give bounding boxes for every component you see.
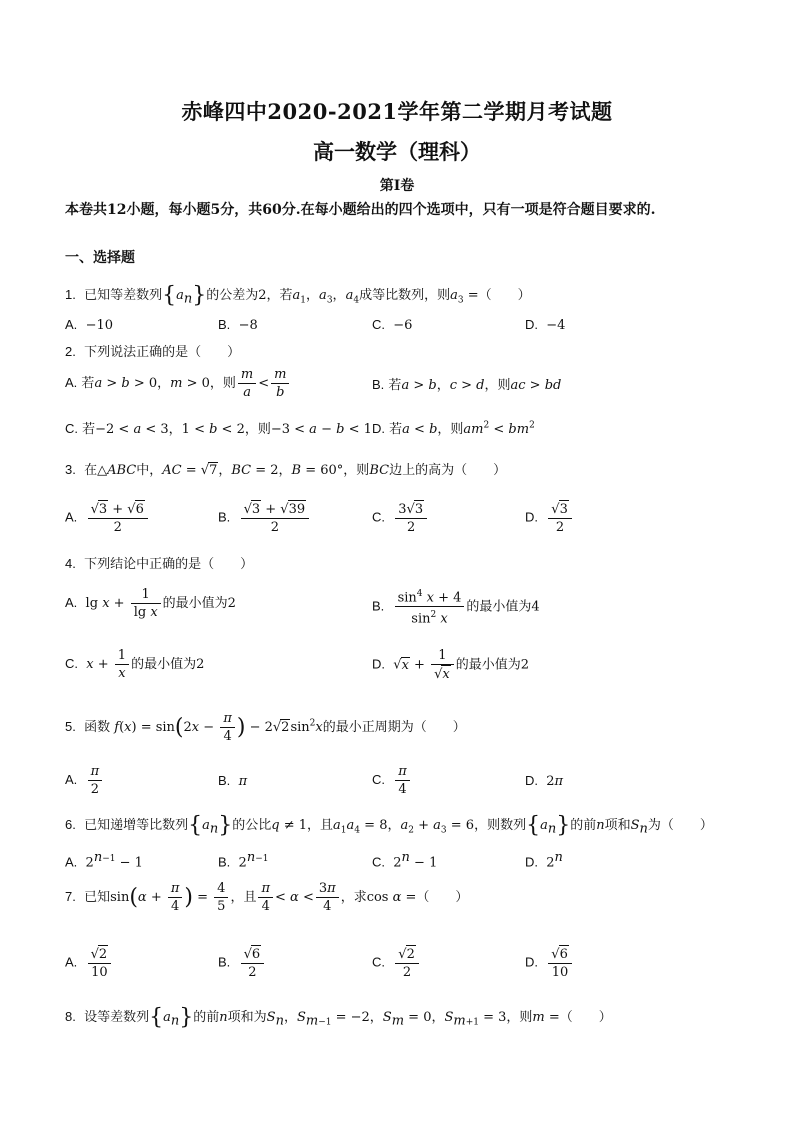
question-2: 2. 下列说法正确的是（ ） bbox=[65, 344, 241, 360]
q7-option-b[interactable]: B. $\frac{√6}{2}$ bbox=[218, 945, 266, 981]
q7-option-d[interactable]: D. $\frac{√6}{10}$ bbox=[525, 945, 574, 981]
question-5: 5. 函数 f(x) = sin(2x − $\frac{\pi}{4}$ ) − $2√2\sin^2x$的最小正周期为（ ） bbox=[65, 711, 466, 744]
q1-option-d[interactable]: D. −4 bbox=[525, 317, 566, 333]
q2-option-b[interactable]: B. 若a > b，c > d，则ac > bd bbox=[372, 377, 562, 393]
part-label: 第Ⅰ卷 bbox=[379, 178, 415, 194]
q6-option-d[interactable]: D. 2$^n$ bbox=[525, 850, 563, 871]
q6-option-c[interactable]: C. $2^n - 1$ bbox=[372, 850, 438, 871]
q4-option-c[interactable]: C. x + $\frac{1}{x}$ 的最小值为2 bbox=[65, 648, 205, 681]
q3-option-a[interactable]: A. $\frac{√3 + √6}{2}$ bbox=[65, 500, 150, 536]
q3-option-c[interactable]: C. $\frac{3√3}{2}$ bbox=[372, 500, 429, 536]
exam-title: 赤峰四中2020-2021学年第二学期月考试题 bbox=[181, 99, 613, 124]
q3-option-b[interactable]: B. $\frac{√3 + √39}{2}$ bbox=[218, 500, 311, 536]
instructions: 本卷共12小题，每小题5分，共60分.在每小题给出的四个选项中，只有一项是符合题目要求的. bbox=[65, 202, 656, 218]
q4-option-d[interactable]: D. √x + $\frac{1}{√x}$ 的最小值为2 bbox=[372, 648, 529, 682]
q3-option-d[interactable]: D. $\frac{√3}{2}$ bbox=[525, 500, 574, 536]
q5-option-a[interactable]: A. $\frac{\pi}{2}$ bbox=[65, 763, 104, 798]
q1-option-b[interactable]: B. −8 bbox=[218, 317, 258, 333]
q7-option-a[interactable]: A. $\frac{√2}{10}$ bbox=[65, 945, 113, 981]
q4-option-a[interactable]: A. lg x + $\frac{1}{\text{lg x}}$ 的最小值为2 bbox=[65, 587, 236, 620]
q5-option-d[interactable]: D. 2π bbox=[525, 773, 564, 789]
q2-option-c[interactable]: C. 若−2 < a < 3，1 < b < 2，则−3 < a − b < 1 bbox=[65, 421, 372, 437]
q1-option-c[interactable]: C. −6 bbox=[372, 317, 413, 333]
question-6: 6. 已知递增等比数列$\{a_n\}$的公比q ≠ 1，且$a_1a_4 = 8$，$a_2 + a_3 = 6$，则数列$\{a_n\}$的前n项和$S_n$为（ ） bbox=[65, 813, 713, 838]
question-3: 3. 在△ABC中，AC = √7，BC = 2，B = 60°，则BC边上的高为（ ） bbox=[65, 462, 507, 478]
q5-option-b[interactable]: B. π bbox=[218, 773, 248, 789]
q2-option-a[interactable]: A. 若a > b > 0，m > 0，则 $\frac{m}{a}$ < $\frac{m}{b}$ bbox=[65, 366, 291, 401]
question-8: 8. 设等差数列$\{a_n\}$的前n项和为$S_n$，$S_{m-1} = -2$，$S_m = 0$，$S_{m+1} = 3$，则m =（ ） bbox=[65, 1005, 612, 1030]
q5-option-c[interactable]: C. $\frac{\pi}{4}$ bbox=[372, 763, 412, 798]
q6-option-b[interactable]: B. $2^{n-1}$ bbox=[218, 850, 269, 871]
q4-option-b[interactable]: B. $\frac{\sin^4 x + 4}{\sin^2 x}$ 的最小值为4 bbox=[372, 586, 540, 628]
q7-option-c[interactable]: C. $\frac{√2}{2}$ bbox=[372, 945, 421, 981]
section-heading: 一、选择题 bbox=[65, 250, 135, 266]
exam-subtitle: 高一数学（理科） bbox=[313, 139, 481, 164]
question-4: 4. 下列结论中正确的是（ ） bbox=[65, 556, 254, 572]
q2-option-d[interactable]: D. 若a < b，则$am^2 < bm^2$ bbox=[372, 420, 535, 437]
question-1: 1. 已知等差数列$\{a_n\}$的公差为2，若$a_1$，$a_3$，$a_4$成等比数列，则$a_3$ =（ ） bbox=[65, 283, 531, 308]
q6-option-a[interactable]: A. $2^{n-1} - 1$ bbox=[65, 850, 143, 871]
q1-option-a[interactable]: A. −10 bbox=[65, 317, 113, 333]
question-7: 7. 已知sin(α + $\frac{\pi}{4}$ ) = $\frac{4}{5}$ ，且 $\frac{\pi}{4}$ < α < $\frac{3\pi}{4}$ ，求cos α =（ ） bbox=[65, 881, 469, 914]
